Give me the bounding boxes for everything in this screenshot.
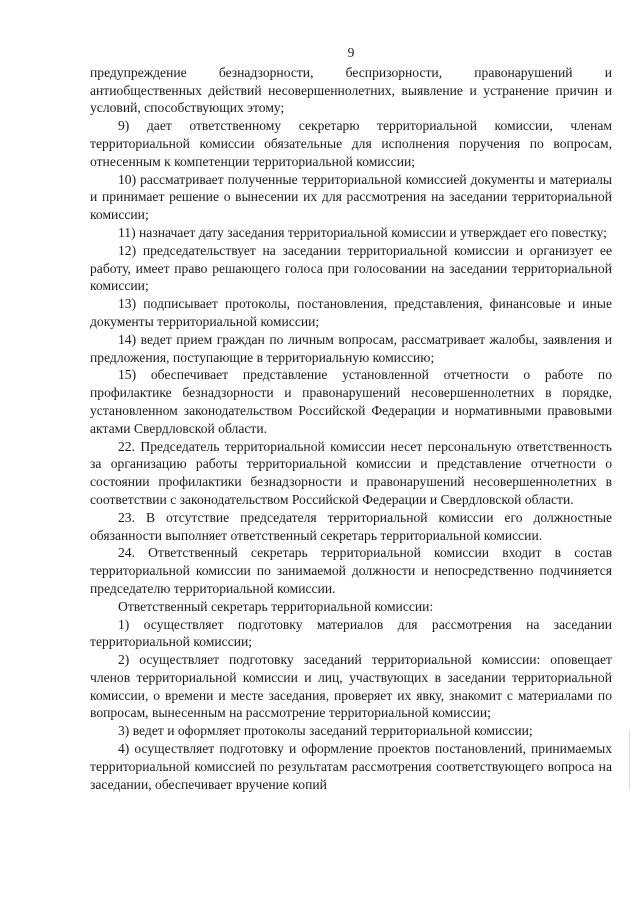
paragraph-item-14: 14) ведет прием граждан по личным вопросам, рассматривает жалобы, заявления и предложения, поступающие в территориальную комиссию; [90,331,612,365]
scan-edge-mark [629,730,630,790]
paragraph-section-24: 24. Ответственный секретарь территориальной комиссии входит в состав территориальной комиссии по занимаемой должности и непосредственно подчиняется председателю территориальной комиссии. [90,545,612,596]
paragraph-item-11: 11) назначает дату заседания территориальной комиссии и утверждает его повестку; [118,224,607,240]
paragraph-item-10: 10) рассматривает полученные территориальной комиссией документы и материалы и принимает решение о вынесении их для рассмотрения на заседании территориальной комиссии; [90,171,612,223]
paragraph-item-13: 13) подписывает протоколы, постановления, представления, финансовые и иные документы территориальной комиссии; [90,296,612,329]
paragraph-secretary-item-3: 3) ведет и оформляет протоколы заседаний территориальной комиссии; [118,723,533,739]
paragraph-secretary-item-4: 4) осуществляет подготовку и оформление проектов постановлений, принимаемых территориальной комиссией по результатам рассмотрения соответствующего вопроса на заседании, обеспечивает вручение копий [90,741,612,792]
paragraph-item-15: 15) обеспечивает представление установленной отчетности о работе по профилактике безнадзорности и правонарушений несовершеннолетних в порядке, установленном законодательством Российской Федерации и нормативными правовыми актами Свердловской области. [90,367,612,436]
paragraph-secretary-item-1: 1) осуществляет подготовку материалов для рассмотрения на заседании территориальной комиссии; [90,616,612,650]
paragraph-section-22: 22. Председатель территориальной комиссии несет персональную ответственность за организацию работы территориальной комиссии и представление отчетности о состоянии профилактики безнадзорности и правонарушений несовершеннолетних в соответствии с законодательством Российской Федерации и Свердловской области. [90,438,612,507]
paragraph-continuation: предупреждение безнадзорности, беспризорности, правонарушений и антиобщественных действий несовершеннолетних, выявление и устранение причин и условий, способствующих этому; [90,64,612,116]
paragraph-item-12: 12) председательствует на заседании территориальной комиссии и организует ее работу, имеет право решающего голоса при голосовании на заседании территориальной комиссии; [90,242,612,294]
paragraph-secretary-item-2: 2) осуществляет подготовку заседаний территориальной комиссии: оповещает членов территориальной комиссии и лиц, участвующих в заседании территориальной комиссии, о времени и месте заседания, проверяет их явку, знакомит с материалами по вопросам, вынесенным на рассмотрение территориальной комиссии; [90,652,612,721]
page-number: 9 [347,45,355,60]
paragraph-section-23: 23. В отсутствие председателя территориальной комиссии его должностные обязанности выполняет ответственный секретарь территориальной комиссии. [90,509,612,543]
paragraph-secretary-intro: Ответственный секретарь территориальной комиссии: [118,598,434,614]
paragraph-item-9: 9) дает ответственному секретарю территориальной комиссии, членам территориальной комиссии обязательные для исполнения поручения по вопросам, отнесенным к компетенции территориальной комиссии; [90,118,612,169]
